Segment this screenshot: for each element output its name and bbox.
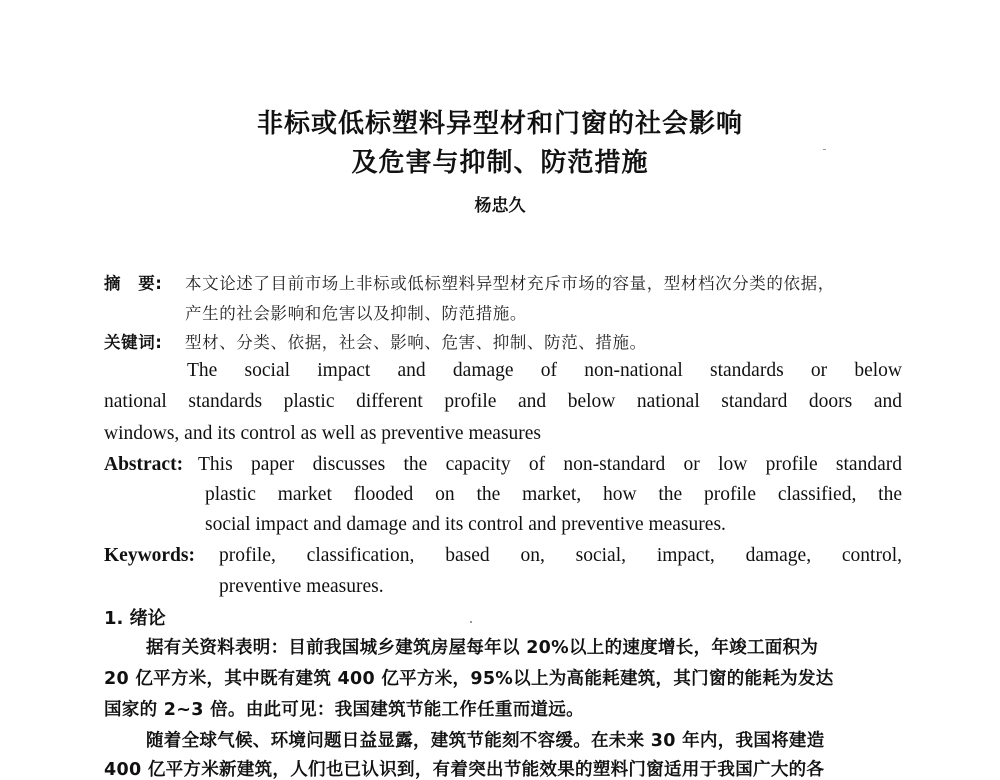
abstract-en-line-1: This paper discusses the capacity of non-standard or low profile standard (198, 454, 902, 475)
abstract-en-label: Abstract: (104, 454, 184, 475)
title-en-line-1: The social impact and damage of non-national standards or below (187, 360, 902, 381)
keywords-en-line-1: profile, classification, based on, social, impact, damage, control, (219, 545, 902, 566)
title-en-line-3: windows, and its control as well as preventive measures (104, 423, 542, 444)
title-line-1: 非标或低标塑料异型材和门窗的社会影响 (256, 109, 743, 139)
abstract-cn-label: 摘 要: (104, 274, 163, 293)
keywords-cn-text: 型材、分类、依据，社会、影响、危害、抑制、防范、措施。 (185, 333, 647, 352)
title-line-2: 及危害与抑制、防范措施 (351, 148, 649, 178)
body-p1-line-2: 20 亿平方米，其中既有建筑 400 亿平方米，95%以上为高能耗建筑，其门窗的能耗为发达 (104, 669, 834, 689)
scan-speck (470, 621, 472, 623)
body-p2-line-1: 随着全球气候、环境问题日益显露，建筑节能刻不容缓。在未来 30 年内，我国将建造 (146, 731, 825, 751)
keywords-cn-label: 关键词: (104, 333, 163, 352)
abstract-cn-line-1: 本文论述了目前市场上非标或低标塑料异型材充斥市场的容量，型材档次分类的依据， (185, 274, 835, 293)
abstract-en-line-3: social impact and damage and its control and preventive measures. (205, 514, 726, 535)
abstract-en-line-2: plastic market flooded on the market, how the profile classified, the (205, 484, 902, 505)
body-p2-line-2: 400 亿平方米新建筑，人们也已认识到，有着突出节能效果的塑料门窗适用于我国广大的各 (104, 760, 825, 780)
title-en-line-2: national standards plastic different profile and below national standard doors and (104, 391, 902, 412)
keywords-en-line-2: preventive measures. (219, 576, 384, 597)
scan-speck (823, 149, 826, 150)
section-heading: 1. 绪论 (104, 608, 166, 629)
body-p1-line-1: 据有关资料表明：目前我国城乡建筑房屋每年以 20%以上的速度增长，年竣工面积为 (146, 638, 819, 658)
keywords-en-label: Keywords: (104, 545, 195, 566)
body-p1-line-3: 国家的 2~3 倍。由此可见：我国建筑节能工作任重而道远。 (104, 700, 584, 720)
author: 杨忠久 (474, 196, 526, 216)
abstract-cn-line-2: 产生的社会影响和危害以及抑制、防范措施。 (185, 304, 527, 323)
